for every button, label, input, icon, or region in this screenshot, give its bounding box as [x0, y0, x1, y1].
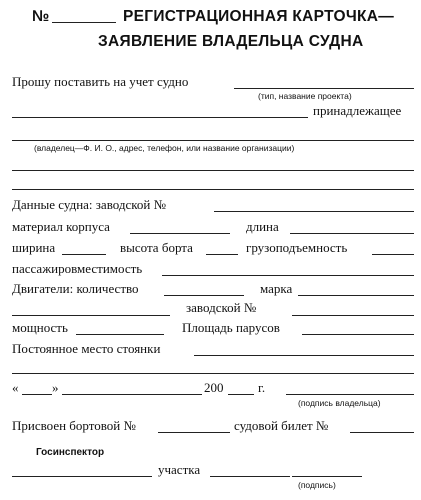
month-blank[interactable]	[62, 394, 202, 395]
year-blank[interactable]	[228, 394, 254, 395]
hull-material-label: материал корпуса	[12, 219, 110, 234]
ship-ticket-blank[interactable]	[350, 432, 414, 433]
inspector-name-blank[interactable]	[12, 476, 152, 477]
vessel-data-label: Данные судна: заводской №	[12, 197, 167, 212]
board-height-blank[interactable]	[206, 254, 238, 255]
home-port-blank[interactable]	[194, 355, 414, 356]
vessel-type-hint: (тип, название проекта)	[258, 91, 352, 101]
capacity-label: грузоподъемность	[246, 240, 348, 255]
quote-close: »	[52, 380, 59, 395]
width-blank[interactable]	[62, 254, 106, 255]
section-blank[interactable]	[210, 476, 290, 477]
card-number-blank[interactable]	[52, 22, 116, 23]
brand-label: марка	[260, 281, 293, 296]
owner-signature-hint: (подпись владельца)	[298, 398, 381, 408]
inspector-signature-hint: (подпись)	[298, 480, 336, 490]
request-label: Прошу поставить на учет судно	[12, 74, 189, 89]
owner-blank[interactable]	[12, 140, 414, 141]
number-sign: №	[32, 8, 50, 25]
belongs-label: принадлежащее	[313, 103, 402, 118]
engines-count-label: Двигатели: количество	[12, 281, 139, 296]
factory-number-label: заводской №	[186, 300, 257, 315]
vessel-type-blank[interactable]	[234, 88, 414, 89]
vessel-type-blank-2[interactable]	[12, 117, 308, 118]
width-label: ширина	[12, 240, 56, 255]
power-blank[interactable]	[76, 334, 164, 335]
home-port-label: Постоянное место стоянки	[12, 341, 161, 356]
power-label: мощность	[12, 320, 68, 335]
length-label: длина	[246, 219, 279, 234]
length-blank[interactable]	[290, 233, 414, 234]
quote-open: «	[12, 380, 19, 395]
hull-material-blank[interactable]	[130, 233, 230, 234]
home-port-blank-2[interactable]	[12, 373, 414, 374]
board-number-label: Присвоен бортовой №	[12, 418, 136, 433]
sail-area-blank[interactable]	[302, 334, 414, 335]
engine-factory-number-blank[interactable]	[292, 315, 414, 316]
inspector-signature-blank[interactable]	[292, 476, 362, 477]
year-suffix: г.	[258, 380, 266, 395]
passenger-capacity-blank[interactable]	[162, 275, 414, 276]
day-blank[interactable]	[22, 394, 52, 395]
factory-number-blank[interactable]	[214, 211, 414, 212]
owner-blank-3[interactable]	[12, 189, 414, 190]
owner-blank-2[interactable]	[12, 170, 414, 171]
form-title-line1: РЕГИСТРАЦИОННАЯ КАРТОЧКА—	[123, 8, 395, 25]
capacity-blank[interactable]	[372, 254, 414, 255]
board-height-label: высота борта	[120, 240, 193, 255]
owner-signature-blank[interactable]	[286, 394, 414, 395]
engines-count-blank[interactable]	[164, 295, 244, 296]
board-number-blank[interactable]	[158, 432, 230, 433]
engine-info-blank[interactable]	[12, 315, 170, 316]
sail-area-label: Площадь парусов	[182, 320, 280, 335]
ship-ticket-label: судовой билет №	[234, 418, 329, 433]
form-title-line2: ЗАЯВЛЕНИЕ ВЛАДЕЛЬЦА СУДНА	[98, 33, 364, 50]
year-prefix: 200	[204, 380, 224, 395]
owner-hint: (владелец—Ф. И. О., адрес, телефон, или название организации)	[34, 143, 295, 153]
brand-blank[interactable]	[298, 295, 414, 296]
passenger-capacity-label: пассажировместимость	[12, 261, 143, 276]
section-label: участка	[158, 462, 201, 477]
inspector-title: Госинспектор	[36, 447, 105, 458]
